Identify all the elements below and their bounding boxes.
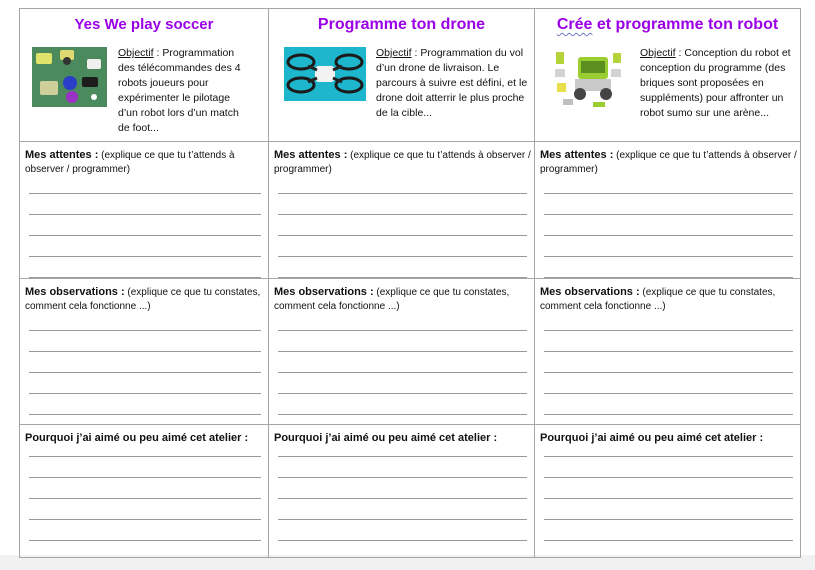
writing-lines[interactable]: [269, 446, 534, 541]
objective-drone: Objectif : Programmation du vol d’un drone de livraison. Le parcours à suivre est défini, et le drone doit atterrir le plus proche de la cible...: [376, 47, 528, 119]
pourquoi-cell-robot: [535, 425, 801, 558]
workshop-robot-cell: [535, 9, 801, 142]
pourquoi-cell-soccer: [20, 425, 269, 558]
pourquoi-label: Pourquoi j’ai aimé ou peu aimé cet atelier :: [540, 432, 764, 444]
workshop-soccer-cell: [20, 9, 269, 142]
workshop-title-robot: Crée et programme ton robot: [556, 16, 779, 33]
writing-lines[interactable]: [269, 177, 534, 278]
objective-soccer: Objectif : Programmation des télécommandes des 4 robots joueurs pour expérimenter le pilotage d’un robot lors d’un match de foot...: [118, 47, 241, 134]
observations-cell-soccer: [20, 279, 269, 425]
workshop-title-drone: Programme ton drone: [317, 16, 486, 33]
writing-lines[interactable]: [535, 446, 800, 541]
drone-photo: [284, 47, 366, 101]
writing-lines[interactable]: [20, 177, 268, 278]
writing-lines[interactable]: [20, 314, 268, 415]
objective-robot: Objectif : Conception du robot et conception du programme (des briques sont proposées en suppléments) pour affronter un robot sumo sur une arène...: [640, 47, 791, 119]
attentes-cell-robot: [535, 142, 801, 279]
attentes-label: Mes attentes : (explique ce que tu t’attends à observer / programmer): [274, 149, 531, 175]
writing-lines[interactable]: [20, 446, 268, 541]
writing-lines[interactable]: [535, 314, 800, 415]
robot-kit-photo: [553, 47, 623, 109]
writing-lines[interactable]: [269, 314, 534, 415]
pourquoi-cell-drone: [269, 425, 535, 558]
observations-label: Mes observations : (explique ce que tu constates, comment cela fonctionne ...): [540, 286, 776, 312]
observations-cell-drone: [269, 279, 535, 425]
workshop-table: [19, 8, 801, 558]
soccer-robots-photo: [32, 47, 107, 107]
workshop-drone-cell: [269, 9, 535, 142]
observations-cell-robot: [535, 279, 801, 425]
observations-label: Mes observations : (explique ce que tu constates, comment cela fonctionne ...): [274, 286, 510, 312]
attentes-label: Mes attentes : (explique ce que tu t’attends à observer / programmer): [540, 149, 797, 175]
pourquoi-label: Pourquoi j’ai aimé ou peu aimé cet atelier :: [274, 432, 498, 444]
observations-label: Mes observations : (explique ce que tu constates, comment cela fonctionne ...): [25, 286, 261, 312]
workshop-title-soccer: Yes We play soccer: [74, 16, 214, 33]
attentes-label: Mes attentes : (explique ce que tu t’attends à observer / programmer): [25, 149, 235, 175]
attentes-cell-drone: [269, 142, 535, 279]
writing-lines[interactable]: [535, 177, 800, 278]
pourquoi-label: Pourquoi j’ai aimé ou peu aimé cet atelier :: [25, 432, 249, 444]
attentes-cell-soccer: [20, 142, 269, 279]
